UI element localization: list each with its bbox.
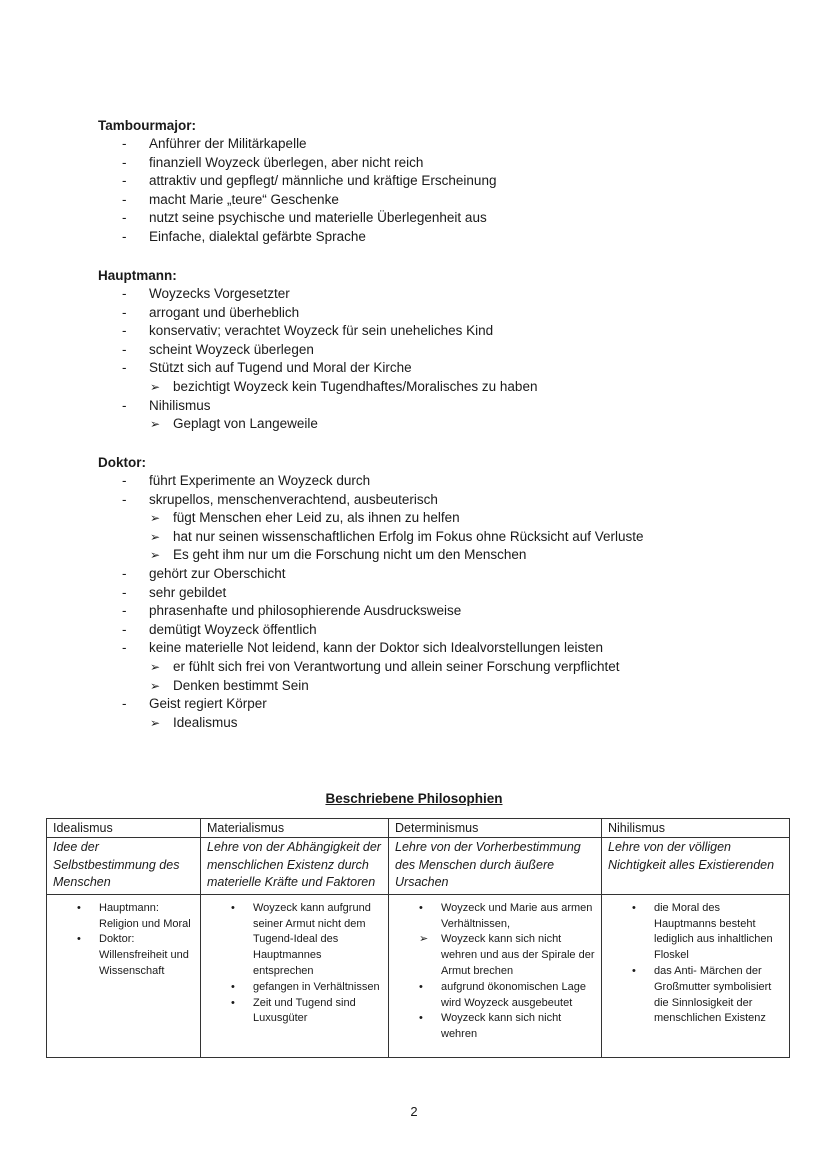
section-heading: Doktor: <box>98 455 146 470</box>
bullet-icon: • <box>231 980 235 993</box>
list-item <box>98 491 778 510</box>
list-item-text: Idealismus <box>173 714 238 730</box>
table-list-text: Hauptmann: Religion und Moral <box>99 901 191 930</box>
list-item <box>98 154 778 173</box>
list-item-text: scheint Woyzeck überlegen <box>149 341 314 357</box>
table-list-item <box>51 932 196 979</box>
dash-marker: - <box>122 136 127 151</box>
list-item-text: keine materielle Not leidend, kann der Doktor sich Idealvorstellungen leisten <box>149 640 604 656</box>
section-tambourmajor <box>98 117 778 247</box>
table-list-item <box>393 1011 597 1043</box>
list-item-text: Stützt sich auf Tugend und Moral der Kirche <box>149 360 412 376</box>
dash-marker: - <box>122 565 127 581</box>
list-item <box>98 341 778 360</box>
list-item <box>98 285 778 304</box>
table-list-item <box>51 901 196 933</box>
table-list-text: das Anti- Märchen der Großmutter symbolisiert die Sinnlosigkeit der menschlichen Existenz <box>654 964 772 1025</box>
section-heading: Tambourmajor: <box>98 118 197 133</box>
definition-cell: Lehre von der völligen Nichtigkeit alles Existierenden <box>602 838 790 895</box>
list-item-text: macht Marie „teure“ Geschenke <box>149 191 339 207</box>
table-list-item <box>393 901 597 933</box>
list-item-text: Anführer der Militärkapelle <box>149 136 307 151</box>
list-item-text: Es geht ihm nur um die Forschung nicht um den Menschen <box>173 547 527 563</box>
table-points-row <box>47 894 790 1057</box>
bullet-icon: • <box>77 933 81 946</box>
arrow-bullet-icon: ➢ <box>150 678 161 693</box>
table-list-text: Woyzeck kann sich nicht wehren <box>441 1012 562 1041</box>
table-list-text: Woyzeck kann sich nicht wehren und aus der Spirale der Armut brechen <box>441 933 595 977</box>
list-item <box>98 397 778 416</box>
table-list-item <box>606 964 785 1027</box>
table-list-text: Zeit und Tugend sind Luxusgüter <box>253 996 356 1025</box>
bullet-icon: • <box>632 964 636 977</box>
column-header: Nihilismus <box>602 819 790 838</box>
sub-list-item <box>98 546 778 565</box>
list-item-text: Woyzecks Vorgesetzter <box>149 286 290 301</box>
dash-marker: - <box>122 473 127 488</box>
list-item-text: Nihilismus <box>149 397 211 413</box>
dash-marker: - <box>122 304 127 320</box>
bullet-list <box>98 285 778 434</box>
points-list <box>51 901 196 980</box>
sub-list-item <box>98 509 778 528</box>
points-cell <box>389 894 602 1057</box>
table-list-text: gefangen in Verhältnissen <box>253 980 380 993</box>
list-item <box>98 135 778 154</box>
arrow-bullet-icon: ➢ <box>150 659 161 674</box>
dash-marker: - <box>122 603 127 619</box>
list-item-text: Geplagt von Langeweile <box>173 416 318 432</box>
list-item <box>98 472 778 491</box>
column-header: Determinismus <box>389 819 602 838</box>
points-cell <box>602 894 790 1057</box>
bullet-icon: • <box>419 980 423 993</box>
table-list-text: die Moral des Hauptmanns besteht lediglich aus inhaltlichen Floskel <box>654 901 773 962</box>
points-cell <box>201 894 389 1057</box>
philosophies-table <box>46 818 790 1058</box>
table-list-item <box>205 980 384 996</box>
list-item <box>98 172 778 191</box>
points-list <box>393 901 597 1043</box>
bullet-icon: • <box>419 901 423 914</box>
table-title: Beschriebene Philosophien <box>325 791 503 806</box>
arrow-bullet-icon: ➢ <box>150 529 161 544</box>
dash-marker: - <box>122 397 127 413</box>
bullet-list <box>98 472 778 732</box>
sub-list-item <box>98 658 778 677</box>
arrow-bullet-icon: ➢ <box>150 548 161 563</box>
list-item-text: sehr gebildet <box>149 584 227 600</box>
points-list <box>205 901 384 1027</box>
bullet-icon: • <box>419 1012 423 1025</box>
list-item <box>98 359 778 378</box>
table-list-text: Doktor: Willensfreiheit und Wissenschaft <box>99 933 189 977</box>
section-doktor <box>98 454 778 732</box>
dash-marker: - <box>122 360 127 376</box>
sub-list-item <box>98 378 778 397</box>
list-item-text: finanziell Woyzeck überlegen, aber nicht reich <box>149 154 424 170</box>
sub-list-item <box>98 415 778 434</box>
table-list-text: Woyzeck kann aufgrund seiner Armut nicht dem Tugend-Ideal des Hauptmannes entsprechen <box>253 901 371 977</box>
list-item <box>98 209 778 228</box>
list-item <box>98 191 778 210</box>
bullet-icon: • <box>77 901 81 914</box>
column-header: Materialismus <box>201 819 389 838</box>
table-list-item <box>606 901 785 964</box>
table-list-item <box>205 901 384 980</box>
bullet-icon: • <box>231 901 235 914</box>
list-item-text: führt Experimente an Woyzeck durch <box>149 473 371 488</box>
arrow-bullet-icon: ➢ <box>150 511 161 526</box>
bullet-list <box>98 135 778 247</box>
bullet-icon: • <box>632 901 636 914</box>
arrow-bullet-icon: ➢ <box>150 715 161 730</box>
definition-cell: Lehre von der Vorherbestimmung des Menschen durch äußere Ursachen <box>389 838 602 895</box>
list-item-text: gehört zur Oberschicht <box>149 565 286 581</box>
table-list-item <box>393 932 597 979</box>
list-item-text: konservativ; verachtet Woyzeck für sein uneheliches Kind <box>149 323 494 339</box>
table-list-text: Woyzeck und Marie aus armen Verhältnissen, <box>441 901 593 930</box>
list-item <box>98 621 778 640</box>
list-item-text: arrogant und überheblich <box>149 304 300 320</box>
dash-marker: - <box>122 228 127 244</box>
list-item-text: fügt Menschen eher Leid zu, als ihnen zu helfen <box>173 510 460 526</box>
list-item <box>98 584 778 603</box>
bullet-icon: • <box>231 996 235 1009</box>
list-item-text: Denken bestimmt Sein <box>173 677 309 693</box>
list-item-text: phrasenhafte und philosophierende Ausdrucksweise <box>149 603 462 619</box>
section-heading: Hauptmann: <box>98 268 177 283</box>
column-header: Idealismus <box>47 819 201 838</box>
definition-cell: Idee der Selbstbestimmung des Menschen <box>47 838 201 895</box>
sub-list-item <box>98 677 778 696</box>
list-item-text: demütigt Woyzeck öffentlich <box>149 621 317 637</box>
dash-marker: - <box>122 341 127 357</box>
dash-marker: - <box>122 696 127 712</box>
list-item-text: Geist regiert Körper <box>149 696 267 712</box>
arrow-bullet-icon: ➢ <box>150 417 161 432</box>
dash-marker: - <box>122 286 127 301</box>
list-item <box>98 602 778 621</box>
table-list-item <box>393 980 597 1012</box>
table-list-item <box>205 996 384 1028</box>
table-definition-row <box>47 838 790 895</box>
list-item-text: er fühlt sich frei von Verantwortung und allein seiner Forschung verpflichtet <box>173 658 620 674</box>
list-item <box>98 695 778 714</box>
dash-marker: - <box>122 173 127 189</box>
list-item-text: nutzt seine psychische und materielle Überlegenheit aus <box>149 210 487 226</box>
definition-cell: Lehre von der Abhängigkeit der menschlichen Existenz durch materielle Kräfte und Faktoren <box>201 838 389 895</box>
list-item-text: attraktiv und gepflegt/ männliche und kräftige Erscheinung <box>149 173 497 189</box>
dash-marker: - <box>122 584 127 600</box>
list-item <box>98 639 778 658</box>
arrow-bullet-icon: ➢ <box>419 933 429 946</box>
arrow-bullet-icon: ➢ <box>150 379 161 394</box>
dash-marker: - <box>122 154 127 170</box>
dash-marker: - <box>122 323 127 339</box>
table-list-text: aufgrund ökonomischen Lage wird Woyzeck ausgebeutet <box>441 980 586 1009</box>
dash-marker: - <box>122 621 127 637</box>
list-item-text: skrupellos, menschenverachtend, ausbeuterisch <box>149 491 438 507</box>
list-item <box>98 228 778 247</box>
list-item <box>98 322 778 341</box>
dash-marker: - <box>122 491 127 507</box>
list-item-text: bezichtigt Woyzeck kein Tugendhaftes/Moralisches zu haben <box>173 378 538 394</box>
dash-marker: - <box>122 640 127 656</box>
points-cell <box>47 894 201 1057</box>
sub-list-item <box>98 528 778 547</box>
dash-marker: - <box>122 210 127 226</box>
table-header-row <box>47 819 790 838</box>
page-number: 2 <box>410 1104 418 1119</box>
sub-list-item <box>98 714 778 733</box>
list-item <box>98 565 778 584</box>
dash-marker: - <box>122 191 127 207</box>
section-hauptmann <box>98 267 778 434</box>
points-list <box>606 901 785 1027</box>
list-item-text: Einfache, dialektal gefärbte Sprache <box>149 228 366 244</box>
list-item <box>98 304 778 323</box>
list-item-text: hat nur seinen wissenschaftlichen Erfolg im Fokus ohne Rücksicht auf Verluste <box>173 528 644 544</box>
